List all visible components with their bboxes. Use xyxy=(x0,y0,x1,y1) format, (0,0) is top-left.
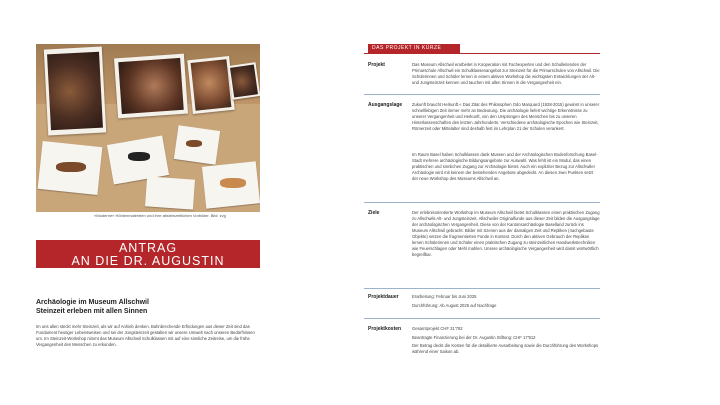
row-label-projekt: Projekt xyxy=(368,62,385,68)
photo-card xyxy=(114,54,188,119)
subtitle xyxy=(36,298,276,316)
photo-card xyxy=(44,47,106,136)
photo-drawing-mark xyxy=(128,152,150,161)
cave-painting-photo xyxy=(36,44,260,212)
photo-card xyxy=(228,62,260,100)
row-label-projektkosten: Projektkosten xyxy=(368,326,402,332)
row-text-ziele: Der erlebnisorientierte Workshop im Museum Allschwil bietet Schulklassen einen praktischen Zugang zu Allschwils Alt- und Jungsteinzeit. Allschwiler Originalfunde aus dieser Zeit bilden die Ausgangslage der archäologischen Vergangenheit. Diese von der Kantonsarchäologie Baselland zurück ins Museum Allschwil gebracht. Bilder mit Szenen aus der damaligen Zeit und Repliken (nachgebaute Objekte) setzen die fragmentierten Funde in Kontext. Durch den aktiven Gebrauch der Repliken lernen Schülerinnen und Schüler einen praktischen Zugang zu steinzeitlichen Handwerkstechniken wie Feuerschlagen oder Mehl mahlen. Unsere archäologische Vergangenheit wird damit wortwörtlich begreifbar. xyxy=(412,210,600,257)
photo-drawing-mark xyxy=(186,140,202,147)
row-text-projektdauer-2: Durchführung: Ab August 2025 auf Nachfrage xyxy=(412,303,497,308)
row-divider xyxy=(364,288,600,289)
row-text-projektdauer: Erarbeitung: Februar bis Juni 2025 xyxy=(412,294,477,299)
row-label-ziele: Ziele xyxy=(368,210,380,216)
subtitle-line-2: Steinzeit erleben mit allen Sinnen xyxy=(36,308,148,315)
row-text-ausgangslage: Zukunft braucht Herkunft.« Das Zitat des Philosophen Odo Marquard (1928-2015) gewinnt in unserer schnelllebigen Zeit immer mehr an Bedeutung. Die archäologie liefert wichtige Erkenntnisse zu unserer Vergangenheit und Herkunft, von den Ursprüngen des Menschen bis zu unseren Hinterlassenschaften des letzten Jahrhunderts. Verschiedene archäologische Epochen wie Steinzeit, Römerzeit oder Mittelalter sind deshalb fest im Lehrplan 21 der Schulen verankert. xyxy=(412,102,600,131)
row-text-projektkosten: Gesamtprojekt CHF 31'782 xyxy=(412,326,463,331)
row-divider xyxy=(364,318,600,319)
subtitle-line-1: Archäologie im Museum Allschwil xyxy=(36,299,149,306)
photo-drawing-mark xyxy=(220,178,246,188)
photo-drawing-mark xyxy=(56,162,86,172)
row-label-ausgangslage: Ausgangslage xyxy=(368,102,403,108)
row-divider xyxy=(364,202,600,203)
row-text-ausgangslage-2: Im Raum Basel haben Schulklassen dank Museen und der Archäologischen Bodenforschung Basel-Stadt mehrere archäologische Bildungsangebote zur Auswahl. Was fehlt ist ein Modul, das einen praktischen und sinnlichen Zugang zur Archäologie bietet. Auch ein expliziter Bezug zur Allschwiler Archäologie wird mit keinem der bestehenden Angebote abgedeckt. An diesen zwei Punkten setzt der neue Workshop des Museums Allschwil an. xyxy=(412,152,598,181)
photo-caption: «Moderne» Höhlenmalereien und ihre altsteinzeitlichen Vorbilder. Bild: zvg xyxy=(94,213,226,218)
intro-text: Im uns allen steckt mehr Steinzeit, als wir auf Anhieb denken. Bahnbrechende Erfindungen aus dieser Zeit sind das Fundament heutiger Lebensweisen und sei der Jungsteinzeit gestalten wir unsere Umwelt nach unseren Bedürfnissen um. Im Steinzeit-Workshop nimmt das Museum Allschwil Schulklassen mit auf eine sinnliche Zeitreise, um die frühe Vergangenheit des Menschen zu erkunden. xyxy=(36,324,255,347)
row-divider xyxy=(364,94,600,95)
photo-card xyxy=(187,56,234,114)
row-text-projektkosten-3: Der Betrag deckt die Kosten für die detaillierte Ausarbeitung sowie die Durchführung des Workshops während einer Saison ab. xyxy=(412,343,599,354)
row-text-projektkosten-2: Beantragte Finanzierung bei der Dr. Augustin Stiftung: CHF 17'912 xyxy=(412,335,536,340)
section-title: DAS PROJEKT IN KÜRZE xyxy=(368,44,460,53)
title-line-2: AN DIE DR. AUGUSTIN STIFTUNG xyxy=(71,254,225,282)
section-divider xyxy=(364,53,600,54)
title-line-1: ANTRAG xyxy=(118,241,178,255)
photo-sheet xyxy=(145,176,195,209)
row-label-projektdauer: Projektdauer xyxy=(368,294,399,300)
row-text-projekt: Das Museum Allschwil erarbeitet in Kooperation mit Fachexperten und den Schulleitenden der Primarschule Allschwil ein Schulklassenangebot zur Steinzeit für die Primarschulen von Allschwil. Die Schülerinnen und Schüler lernen in einem aktiven Workshop die wichtigsten Entwicklungen der Alt- und Jungsteinzeit kennen und tauchen mit allen Sinnen in die Vergangenheit ein. xyxy=(412,62,600,85)
